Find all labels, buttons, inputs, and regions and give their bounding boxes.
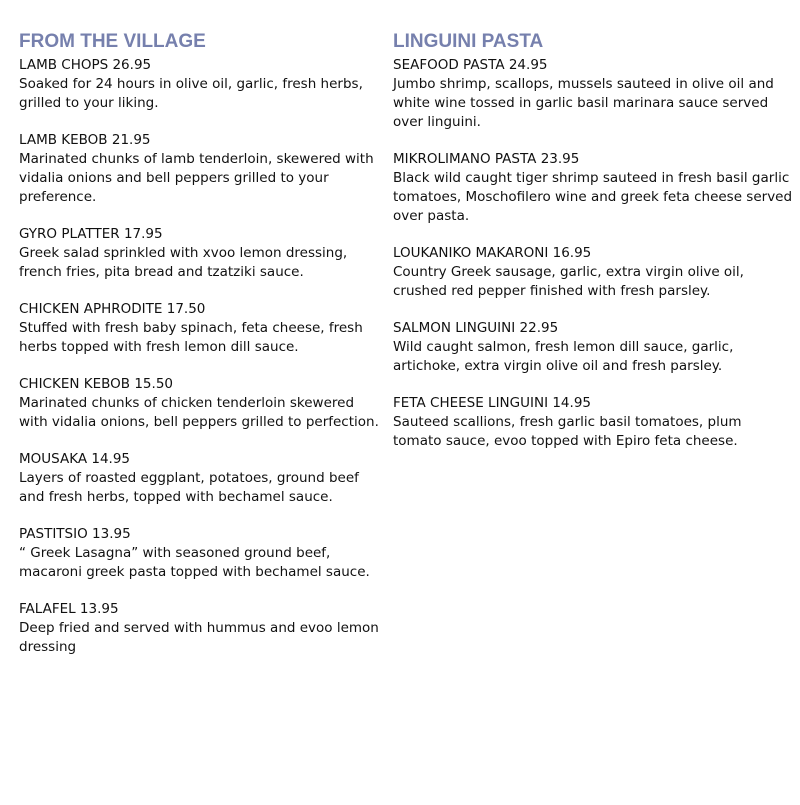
menu-item-title: SEAFOOD PASTA 24.95	[393, 57, 548, 73]
menu-item-title: CHICKEN KEBOB 15.50	[19, 376, 173, 392]
menu-item-title: MIKROLIMANO PASTA 23.95	[393, 151, 580, 167]
menu-item-title: LAMB CHOPS 26.95	[19, 57, 152, 73]
menu-item-description: Marinated chunks of chicken tenderloin skewered with vidalia onions, bell peppers grilled to perfection.	[19, 395, 379, 430]
menu-item	[19, 600, 381, 657]
menu-item-title: FALAFEL 13.95	[19, 601, 119, 617]
menu-item-title: CHICKEN APHRODITE 17.50	[19, 301, 206, 317]
menu-item-title: FETA CHEESE LINGUINI 14.95	[393, 395, 591, 411]
menu-item-title: GYRO PLATTER 17.95	[19, 226, 163, 242]
menu-item-description: Jumbo shrimp, scallops, mussels sauteed in olive oil and white wine tossed in garlic basil marinara sauce served over linguini.	[393, 76, 774, 130]
section-heading: LINGUINI PASTA	[393, 31, 544, 52]
section-heading: FROM THE VILLAGE	[19, 31, 206, 52]
menu-item-title: LOUKANIKO MAKARONI 16.95	[393, 245, 592, 261]
menu-item-description: Sauteed scallions, fresh garlic basil tomatoes, plum tomato sauce, evoo topped with Epiro feta cheese.	[393, 414, 742, 449]
menu-item	[19, 375, 381, 432]
menu-item	[19, 131, 381, 207]
menu-item	[393, 244, 793, 301]
menu-item-description: “ Greek Lasagna” with seasoned ground beef, macaroni greek pasta topped with bechamel sauce.	[19, 545, 370, 580]
menu-item-title: LAMB KEBOB 21.95	[19, 132, 151, 148]
menu-item-description: Marinated chunks of lamb tenderloin, skewered with vidalia onions and bell peppers grilled to your preference.	[19, 151, 374, 205]
menu-item-title: PASTITSIO 13.95	[19, 526, 131, 542]
menu-item	[19, 300, 381, 357]
menu-item-description: Deep fried and served with hummus and evoo lemon dressing	[19, 620, 379, 655]
menu-item-description: Greek salad sprinkled with xvoo lemon dressing, french fries, pita bread and tzatziki sauce.	[19, 245, 348, 280]
menu-item	[19, 225, 381, 282]
menu-item	[393, 150, 793, 226]
menu-column-linguini-pasta	[393, 30, 793, 469]
menu-item-title: MOUSAKA 14.95	[19, 451, 130, 467]
menu-item-description: Stuffed with fresh baby spinach, feta cheese, fresh herbs topped with fresh lemon dill sauce.	[19, 320, 363, 355]
menu-column-from-the-village	[19, 30, 381, 675]
menu-item-title: SALMON LINGUINI 22.95	[393, 320, 559, 336]
menu-item-description: Soaked for 24 hours in olive oil, garlic, fresh herbs, grilled to your liking.	[19, 76, 363, 111]
menu-item	[19, 450, 381, 507]
menu-item	[393, 56, 793, 132]
menu-item-description: Wild caught salmon, fresh lemon dill sauce, garlic, artichoke, extra virgin olive oil and fresh parsley.	[393, 339, 734, 374]
menu-item	[393, 394, 793, 451]
menu-item	[393, 319, 793, 376]
menu-item	[19, 56, 381, 113]
menu-item	[19, 525, 381, 582]
menu-item-description: Black wild caught tiger shrimp sauteed in fresh basil garlic tomatoes, Moschofilero wine and greek feta cheese served over pasta.	[393, 170, 793, 224]
menu-item-description: Country Greek sausage, garlic, extra virgin olive oil, crushed red pepper finished with fresh parsley.	[393, 264, 744, 299]
menu-item-description: Layers of roasted eggplant, potatoes, ground beef and fresh herbs, topped with bechamel sauce.	[19, 470, 359, 505]
